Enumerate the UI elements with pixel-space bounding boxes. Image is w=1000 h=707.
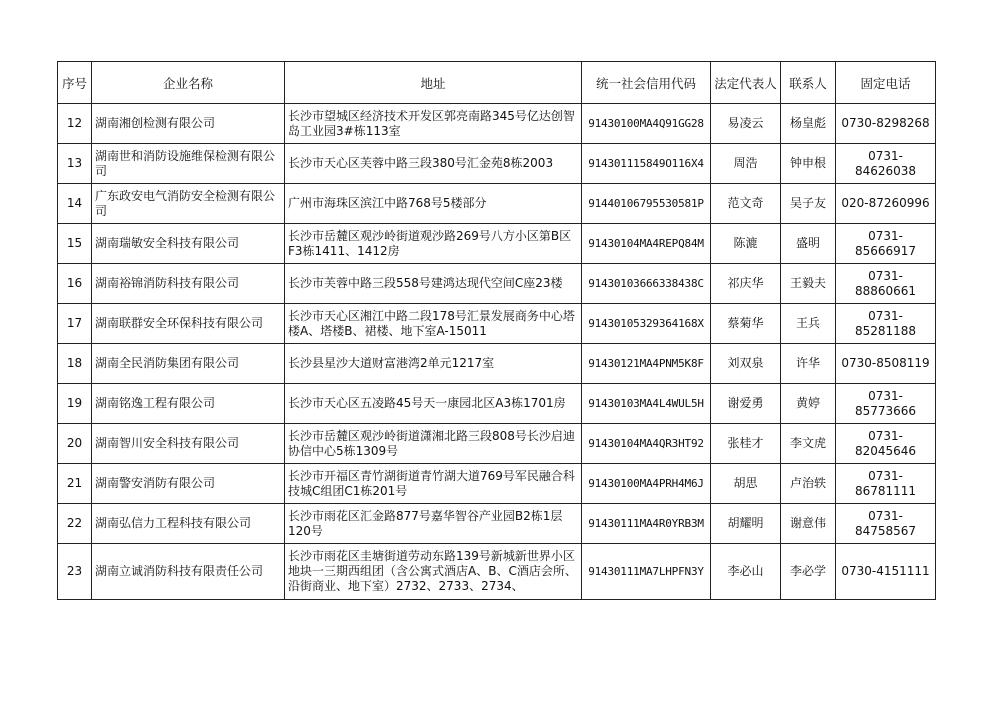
company-address: 长沙县星沙大道财富港湾2单元1217室 [285,344,582,384]
contact-person: 盛明 [781,224,836,264]
row-number: 16 [58,264,92,304]
company-name: 广东政安电气消防安全检测有限公司 [92,184,285,224]
header-code: 统一社会信用代码 [582,62,711,104]
company-name: 湖南全民消防集团有限公司 [92,344,285,384]
credit-code: 91430105329364168X [582,304,711,344]
legal-representative: 胡耀明 [711,504,781,544]
row-number: 13 [58,144,92,184]
company-name: 湖南湘创检测有限公司 [92,104,285,144]
legal-representative: 胡思 [711,464,781,504]
company-address: 长沙市岳麓区观沙岭街道观沙路269号八方小区第B区F3栋1411、1412房 [285,224,582,264]
legal-representative: 刘双泉 [711,344,781,384]
table-header-row [58,62,936,104]
header-address: 地址 [285,62,582,104]
company-name: 湖南立诚消防科技有限责任公司 [92,544,285,600]
contact-person: 黄婷 [781,384,836,424]
row-number: 17 [58,304,92,344]
phone-number: 0731-85666917 [836,224,936,264]
phone-number: 0730-8508119 [836,344,936,384]
company-address: 长沙市芙蓉中路三段558号建鸿达现代空间C座23楼 [285,264,582,304]
company-address: 长沙市天心区芙蓉中路三段380号汇金苑8栋2003 [285,144,582,184]
header-legal: 法定代表人 [711,62,781,104]
company-name: 湖南世和消防设施维保检测有限公司 [92,144,285,184]
row-number: 14 [58,184,92,224]
credit-code: 91430111MA4R0YRB3M [582,504,711,544]
credit-code: 91430121MA4PNM5K8F [582,344,711,384]
company-address: 长沙市开福区青竹湖街道青竹湖大道769号军民融合科技城C组团C1栋201号 [285,464,582,504]
table-row [58,184,936,224]
header-contact: 联系人 [781,62,836,104]
header-no: 序号 [58,62,92,104]
company-address: 长沙市天心区湘江中路二段178号汇景发展商务中心塔楼A、塔楼B、裙楼、地下室A-15011 [285,304,582,344]
phone-number: 0730-4151111 [836,544,936,600]
phone-number: 0730-8298268 [836,104,936,144]
header-name: 企业名称 [92,62,285,104]
phone-number: 0731-86781111 [836,464,936,504]
credit-code: 914301115849O116X4 [582,144,711,184]
company-name: 湖南警安消防有限公司 [92,464,285,504]
contact-person: 王毅夫 [781,264,836,304]
company-name: 湖南铭逸工程有限公司 [92,384,285,424]
phone-number: 0731-82045646 [836,424,936,464]
company-address: 长沙市岳麓区观沙岭街道潇湘北路三段808号长沙启迪协信中心5栋1309号 [285,424,582,464]
credit-code: 91430104MA4REPQ84M [582,224,711,264]
company-address: 广州市海珠区滨江中路768号5楼部分 [285,184,582,224]
table-row [58,104,936,144]
table-row [58,144,936,184]
contact-person: 许华 [781,344,836,384]
contact-person: 谢意伟 [781,504,836,544]
contact-person: 杨皇彪 [781,104,836,144]
legal-representative: 谢爱勇 [711,384,781,424]
phone-number: 0731-85773666 [836,384,936,424]
credit-code: 91430111MA7LHPFN3Y [582,544,711,600]
table-row [58,504,936,544]
header-phone: 固定电话 [836,62,936,104]
phone-number: 020-87260996 [836,184,936,224]
legal-representative: 陈漉 [711,224,781,264]
row-number: 21 [58,464,92,504]
contact-person: 王兵 [781,304,836,344]
table-row [58,224,936,264]
enterprise-table [57,61,936,600]
table-row [58,304,936,344]
credit-code: 91440106795530581P [582,184,711,224]
legal-representative: 李必山 [711,544,781,600]
company-name: 湖南弘信力工程科技有限公司 [92,504,285,544]
row-number: 23 [58,544,92,600]
phone-number: 0731-84626038 [836,144,936,184]
table-row [58,464,936,504]
company-name: 湖南联群安全环保科技有限公司 [92,304,285,344]
contact-person: 李文虎 [781,424,836,464]
company-address: 长沙市雨花区圭塘街道劳动东路139号新城新世界小区地块一三期西组团（含公寓式酒店A、B、C酒店会所、沿街商业、地下室）2732、2733、2734、 [285,544,582,600]
credit-code: 91430103MA4L4WUL5H [582,384,711,424]
row-number: 20 [58,424,92,464]
row-number: 12 [58,104,92,144]
legal-representative: 蔡菊华 [711,304,781,344]
credit-code: 91430100MA4Q91GG28 [582,104,711,144]
company-name: 湖南智川安全科技有限公司 [92,424,285,464]
phone-number: 0731-85281188 [836,304,936,344]
company-address: 长沙市望城区经济技术开发区郭亮南路345号亿达创智岛工业园3#栋113室 [285,104,582,144]
row-number: 19 [58,384,92,424]
contact-person: 钟申根 [781,144,836,184]
contact-person: 李必学 [781,544,836,600]
company-address: 长沙市天心区五凌路45号天一康园北区A3栋1701房 [285,384,582,424]
company-address: 长沙市雨花区汇金路877号嘉华智谷产业园B2栋1层120号 [285,504,582,544]
row-number: 15 [58,224,92,264]
table-row [58,344,936,384]
table-row [58,384,936,424]
table-body [58,104,936,600]
company-name: 湖南瑞敏安全科技有限公司 [92,224,285,264]
phone-number: 0731-84758567 [836,504,936,544]
legal-representative: 范文奇 [711,184,781,224]
row-number: 22 [58,504,92,544]
contact-person: 吴子友 [781,184,836,224]
table-row [58,264,936,304]
contact-person: 卢治轶 [781,464,836,504]
legal-representative: 祁庆华 [711,264,781,304]
credit-code: 91430100MA4PRH4M6J [582,464,711,504]
credit-code: 91430104MA4QR3HT92 [582,424,711,464]
table-row [58,424,936,464]
legal-representative: 易凌云 [711,104,781,144]
row-number: 18 [58,344,92,384]
legal-representative: 张桂才 [711,424,781,464]
credit-code: 91430103666338438C [582,264,711,304]
legal-representative: 周浩 [711,144,781,184]
phone-number: 0731-88860661 [836,264,936,304]
company-name: 湖南裕锦消防科技有限公司 [92,264,285,304]
table-row [58,544,936,600]
